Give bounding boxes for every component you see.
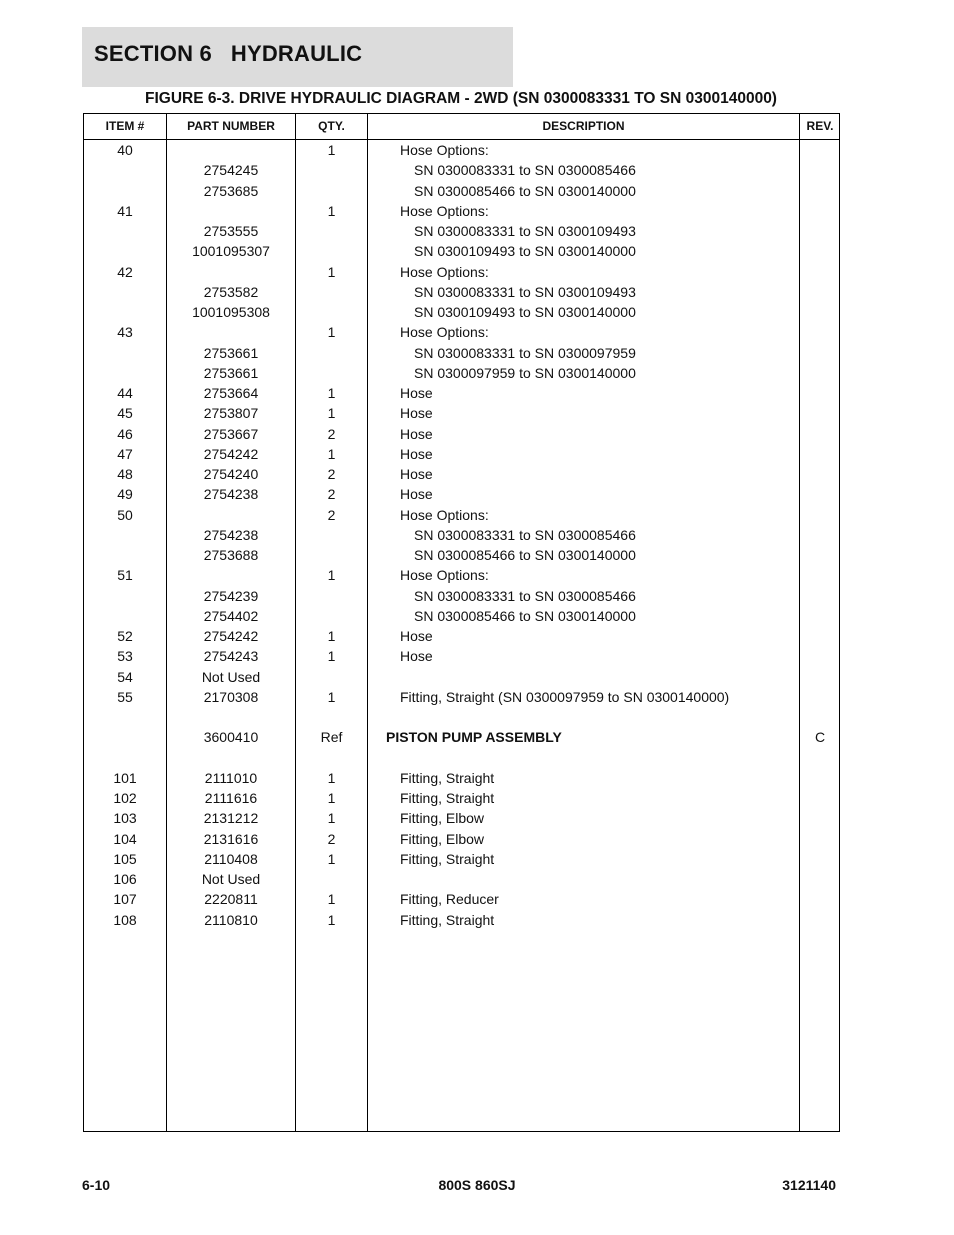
part-number-cell: 2754238 [203, 486, 259, 503]
qty-cell: 2 [327, 486, 336, 503]
qty-cell: 1 [327, 810, 336, 827]
table-row [84, 727, 839, 747]
header-item: ITEM # [105, 119, 145, 133]
description-cell: Hose Options: [400, 202, 489, 219]
table-body [84, 140, 839, 930]
qty-cell: 1 [327, 142, 336, 158]
header-description: DESCRIPTION [542, 119, 625, 133]
header-qty: QTY. [318, 119, 345, 133]
part-number-cell: 3600410 [203, 729, 259, 746]
qty-cell: 1 [327, 628, 336, 644]
part-number-cell: 2753667 [203, 425, 259, 442]
table-row [84, 140, 839, 160]
qty-cell: 1 [327, 769, 336, 786]
item-cell: 40 [117, 142, 133, 158]
part-number-cell: 2754402 [203, 607, 259, 624]
table-row [84, 768, 839, 788]
table-row [84, 788, 839, 808]
description-cell: Hose [400, 486, 433, 503]
item-cell: 107 [113, 891, 137, 908]
description-cell: SN 0300109493 to SN 0300140000 [414, 243, 636, 260]
part-number-cell: 2754242 [203, 445, 259, 462]
item-cell: 104 [113, 830, 137, 847]
item-cell: 44 [117, 385, 133, 401]
qty-cell: 1 [327, 790, 336, 806]
item-cell: 50 [117, 506, 133, 523]
qty-cell: 2 [327, 506, 336, 523]
part-number-cell: 2111010 [204, 769, 258, 786]
table-row [84, 869, 839, 889]
qty-cell: 1 [327, 850, 336, 867]
description-cell: Hose [400, 425, 433, 442]
table-row [84, 889, 839, 909]
part-number-cell: 2753664 [203, 385, 259, 401]
part-number-cell: 2110810 [204, 911, 258, 928]
item-cell: 48 [117, 466, 133, 482]
page-number: 6-10 [82, 1177, 111, 1193]
table-row [84, 181, 839, 201]
item-cell: 45 [117, 405, 133, 422]
table-row [84, 201, 839, 221]
description-cell: Fitting, Elbow [400, 830, 485, 847]
item-cell: 43 [117, 324, 133, 341]
item-cell: 54 [117, 668, 133, 685]
table-row [84, 343, 839, 363]
description-cell: SN 0300083331 to SN 0300085466 [414, 526, 636, 543]
part-number-cell: 2220811 [204, 891, 258, 908]
item-cell: 102 [113, 790, 137, 806]
part-number-cell: 1001095308 [192, 304, 270, 320]
item-cell: 103 [113, 810, 137, 827]
item-cell: 47 [117, 445, 133, 462]
qty-cell: 1 [327, 202, 336, 219]
description-cell: PISTON PUMP ASSEMBLY [386, 729, 562, 746]
qty-cell: 1 [327, 405, 336, 422]
description-cell: SN 0300085466 to SN 0300140000 [414, 547, 636, 563]
table-row [84, 363, 839, 383]
qty-cell: 2 [327, 830, 336, 847]
part-number-cell: 2131212 [203, 810, 259, 827]
part-number-cell: 2753661 [203, 364, 259, 381]
table-row [84, 302, 839, 322]
table-row [84, 849, 839, 869]
section-title: SECTION 6 HYDRAULIC [94, 41, 363, 66]
qty-cell: 1 [327, 385, 336, 401]
table-row [84, 383, 839, 403]
qty-cell: 1 [327, 891, 336, 908]
table-row [84, 606, 839, 626]
item-cell: 53 [117, 648, 133, 665]
table-row [84, 403, 839, 423]
part-number-cell: 2754240 [203, 466, 259, 482]
description-cell: SN 0300083331 to SN 0300109493 [414, 283, 636, 300]
description-cell: Hose Options: [400, 142, 489, 158]
part-number-cell: 2754239 [203, 587, 259, 604]
table-row [84, 565, 839, 585]
table-row [84, 282, 839, 302]
description-cell: Hose [400, 628, 433, 644]
description-cell: SN 0300083331 to SN 0300085466 [414, 587, 636, 604]
description-cell: Fitting, Straight [400, 769, 495, 786]
description-cell: Hose Options: [400, 567, 489, 584]
table-row [84, 444, 839, 464]
document-number: 3121140 [782, 1177, 836, 1193]
part-number-cell: 2753555 [203, 223, 259, 239]
table-row [84, 241, 839, 261]
qty-cell: Ref [320, 729, 343, 746]
table-row [84, 910, 839, 930]
table-row [84, 262, 839, 282]
part-number-cell: 2753807 [203, 405, 259, 422]
part-number-cell: 2754245 [203, 162, 259, 179]
description-cell: Hose Options: [400, 506, 489, 523]
model-name: 800S 860SJ [438, 1177, 516, 1193]
rev-cell: C [814, 729, 826, 746]
description-cell: Fitting, Straight [400, 790, 495, 806]
part-number-cell: 2753661 [203, 344, 259, 361]
description-cell: Fitting, Straight (SN 0300097959 to SN 0300140000) [400, 688, 730, 705]
part-number-cell: 1001095307 [192, 243, 270, 260]
description-cell: Hose Options: [400, 263, 489, 280]
table-row [84, 646, 839, 666]
item-cell: 106 [113, 871, 137, 887]
description-cell: Fitting, Straight [400, 850, 495, 867]
qty-cell: 1 [327, 648, 336, 665]
description-cell: SN 0300083331 to SN 0300085466 [414, 162, 636, 179]
table-row [84, 687, 839, 707]
description-cell: SN 0300085466 to SN 0300140000 [414, 607, 636, 624]
table-row [84, 505, 839, 525]
part-number-cell: 2753582 [203, 283, 259, 300]
description-cell: SN 0300097959 to SN 0300140000 [414, 364, 636, 381]
item-cell: 105 [113, 850, 137, 867]
part-number-cell: Not Used [201, 871, 261, 887]
item-cell: 49 [117, 486, 133, 503]
description-cell: SN 0300083331 to SN 0300097959 [414, 344, 636, 361]
description-cell: Hose [400, 466, 433, 482]
table-row [84, 160, 839, 180]
qty-cell: 1 [327, 567, 336, 584]
figure-title: FIGURE 6-3. DRIVE HYDRAULIC DIAGRAM - 2WD (SN 0300083331 TO SN 0300140000) [145, 90, 777, 107]
qty-cell: 1 [327, 445, 336, 462]
item-cell: 108 [113, 911, 137, 928]
qty-cell: 2 [327, 466, 336, 482]
item-cell: 55 [117, 688, 133, 705]
table-row [84, 545, 839, 565]
item-cell: 46 [117, 425, 133, 442]
item-cell: 51 [117, 567, 133, 584]
table-row [84, 525, 839, 545]
qty-cell: 1 [327, 324, 336, 341]
item-cell: 52 [117, 628, 133, 644]
part-number-cell: Not Used [201, 668, 261, 685]
table-row [84, 667, 839, 687]
description-cell: SN 0300085466 to SN 0300140000 [414, 182, 636, 199]
table-row [84, 748, 839, 768]
part-number-cell: 2111616 [204, 790, 258, 806]
part-number-cell: 2753685 [203, 182, 259, 199]
header-part-number: PART NUMBER [187, 119, 275, 133]
qty-cell: 1 [327, 911, 336, 928]
part-number-cell: 2754243 [203, 648, 259, 665]
header-rev: REV. [806, 119, 834, 133]
item-cell: 41 [117, 202, 133, 219]
part-number-cell: 2754238 [203, 526, 259, 543]
table-row [84, 464, 839, 484]
description-cell: Fitting, Straight [400, 911, 495, 928]
qty-cell: 1 [327, 688, 336, 705]
description-cell: Hose Options: [400, 324, 489, 341]
description-cell: Hose [400, 405, 433, 422]
table-row [84, 221, 839, 241]
table-row [84, 484, 839, 504]
qty-cell: 1 [327, 263, 336, 280]
table-row [84, 808, 839, 828]
description-cell: SN 0300083331 to SN 0300109493 [414, 223, 636, 239]
table-row [84, 829, 839, 849]
description-cell: Fitting, Elbow [400, 810, 485, 827]
part-number-cell: 2753688 [203, 547, 259, 563]
table-row [84, 586, 839, 606]
qty-cell: 2 [327, 425, 336, 442]
description-cell: SN 0300109493 to SN 0300140000 [414, 304, 636, 320]
part-number-cell: 2170308 [203, 688, 259, 705]
part-number-cell: 2131616 [203, 830, 259, 847]
part-number-cell: 2110408 [204, 850, 258, 867]
table-row [84, 626, 839, 646]
table-row [84, 424, 839, 444]
table-row [84, 707, 839, 727]
description-cell: Hose [400, 648, 433, 665]
item-cell: 101 [113, 769, 137, 786]
part-number-cell: 2754242 [203, 628, 259, 644]
table-row [84, 322, 839, 342]
description-cell: Hose [400, 385, 433, 401]
description-cell: Hose [400, 445, 433, 462]
parts-table [83, 113, 840, 1132]
item-cell: 42 [117, 263, 133, 280]
description-cell: Fitting, Reducer [400, 891, 499, 908]
